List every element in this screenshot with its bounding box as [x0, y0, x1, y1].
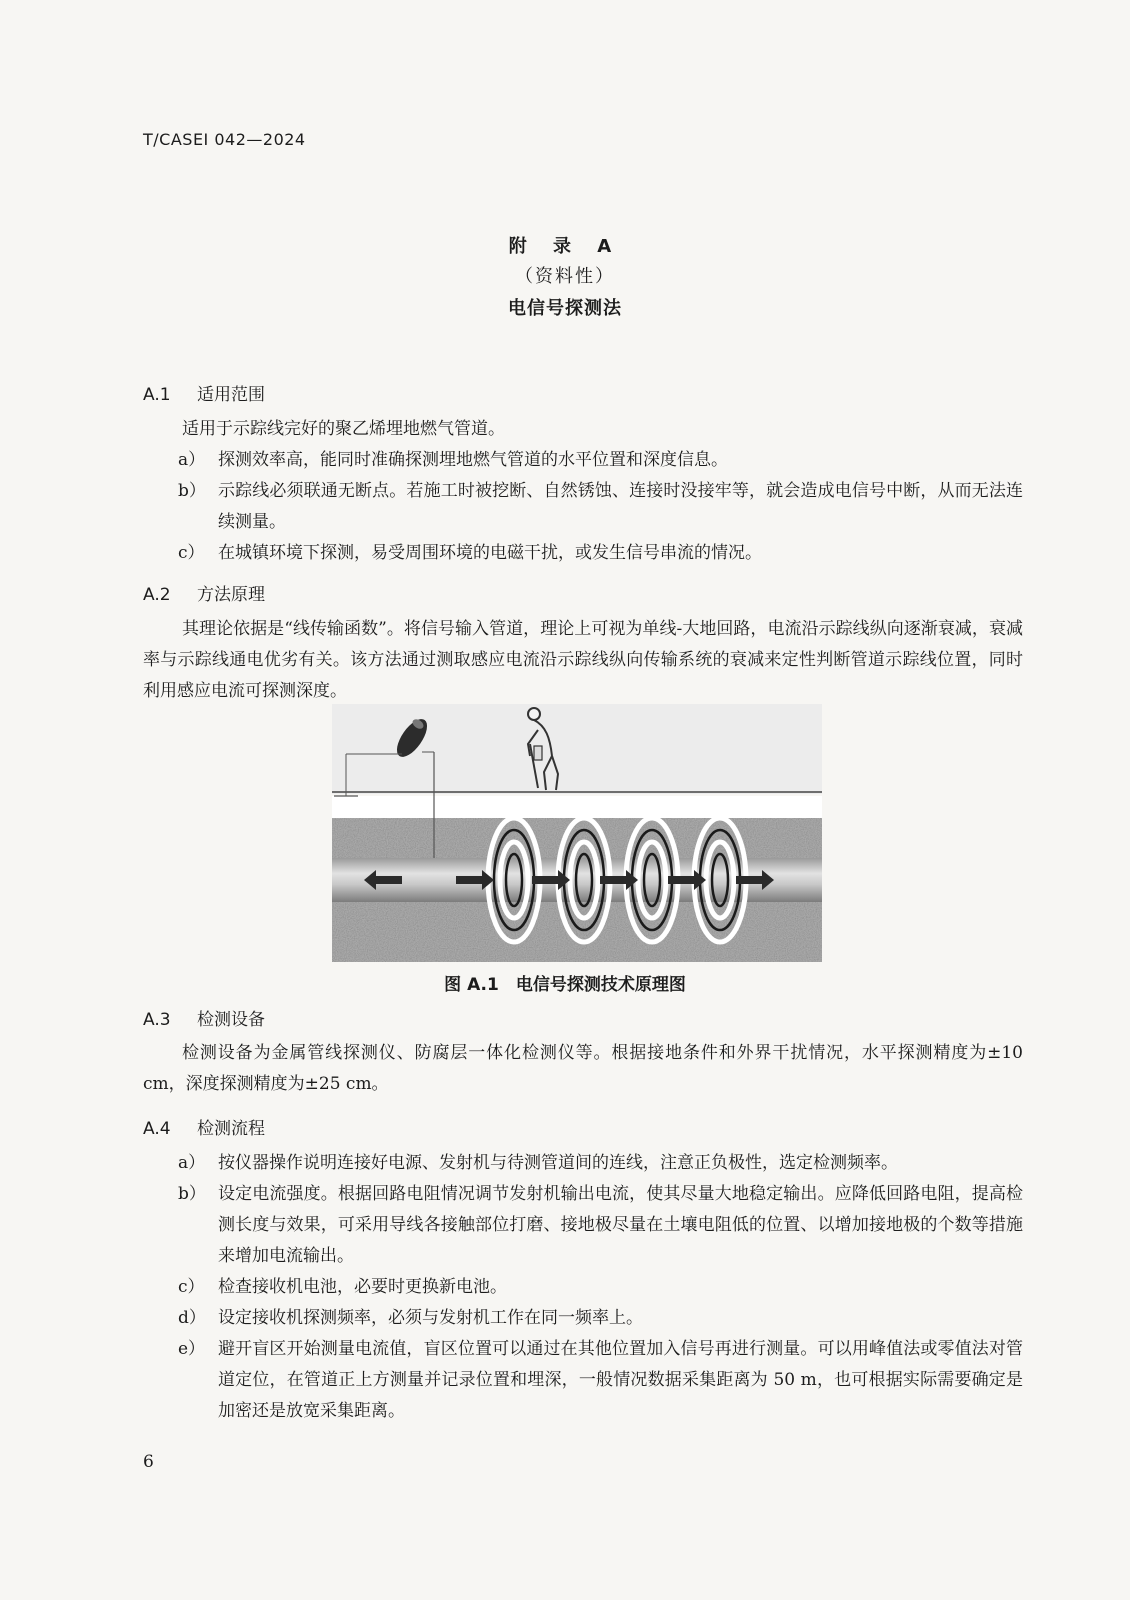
page-number: 6 [143, 1452, 154, 1472]
section-a4-heading [143, 1114, 265, 1139]
list-text: 按仪器操作说明连接好电源、发射机与待测管道间的连线，注意正负极性，选定检测频率。 [218, 1153, 898, 1173]
list-item [178, 1272, 1023, 1303]
list-label: b） [178, 481, 206, 501]
appendix-subject: 电信号探测法 [508, 298, 622, 319]
list-item [178, 445, 1023, 476]
section-a2-heading [143, 580, 265, 605]
list-text: 示踪线必须联通无断点。若施工时被挖断、自然锈蚀、连接时没接牢等，就会造成电信号中断，从而无法连续测量。 [218, 481, 1023, 532]
section-number: A.1 [143, 385, 171, 405]
list-label: e） [178, 1339, 206, 1359]
section-a3-text: 检测设备为金属管线探测仪、防腐层一体化检测仪等。根据接地条件和外界干扰情况，水平探测精度为±10 cm，深度探测精度为±25 cm。 [143, 1043, 1023, 1094]
list-item [178, 476, 1023, 538]
section-a3-heading [143, 1005, 265, 1030]
list-label: b） [178, 1184, 206, 1204]
list-item [178, 1148, 1023, 1179]
list-text: 设定接收机探测频率，必须与发射机工作在同一频率上。 [218, 1308, 643, 1328]
section-number: A.3 [143, 1010, 171, 1030]
list-item [178, 1303, 1023, 1334]
list-label: a） [178, 450, 206, 470]
list-item [178, 1179, 1023, 1272]
section-a1-intro: 适用于示踪线完好的聚乙烯埋地燃气管道。 [182, 419, 505, 439]
section-number: A.4 [143, 1119, 171, 1139]
figure-principle [332, 704, 822, 962]
list-label: a） [178, 1153, 206, 1173]
list-label: c） [178, 543, 205, 563]
list-text: 在城镇环境下探测，易受周围环境的电磁干扰，或发生信号串流的情况。 [218, 543, 762, 563]
document-code: T/CASEI 042—2024 [143, 130, 306, 149]
principle-illustration [332, 704, 822, 962]
list-text: 设定电流强度。根据回路电阻情况调节发射机输出电流，使其尽量大地稳定输出。应降低回路电阻，提高检测长度与效果，可采用导线各接触部位打磨、接地极尽量在土壤电阻低的位置、以增加接地极的个数等措施来增加电流输出。 [218, 1184, 1023, 1266]
section-title: 检测流程 [197, 1119, 265, 1139]
list-label: c） [178, 1277, 205, 1297]
list-text: 检查接收机电池，必要时更换新电池。 [218, 1277, 507, 1297]
list-text: 避开盲区开始测量电流值，盲区位置可以通过在其他位置加入信号再进行测量。可以用峰值法或零值法对管道定位，在管道正上方测量并记录位置和埋深，一般情况数据采集距离为 50 m，也可根据实际需要确定是加密还是放宽采集距离。 [218, 1339, 1023, 1421]
appendix-title: 附 录 A [508, 236, 622, 257]
list-label: d） [178, 1308, 206, 1328]
list-text: 探测效率高，能同时准确探测埋地燃气管道的水平位置和深度信息。 [218, 450, 728, 470]
figure-caption: 图 A.1 电信号探测技术原理图 [444, 975, 686, 995]
list-item [178, 538, 1023, 569]
section-a1-heading [143, 380, 265, 405]
section-title: 适用范围 [197, 385, 265, 405]
appendix-type: （资料性） [515, 266, 615, 287]
section-title: 方法原理 [197, 585, 265, 605]
section-title: 检测设备 [197, 1010, 265, 1030]
section-a2-text: 其理论依据是“线传输函数”。将信号输入管道，理论上可视为单线-大地回路，电流沿示踪线纵向逐渐衰减，衰减率与示踪线通电优劣有关。该方法通过测取感应电流沿示踪线纵向传输系统的衰减来定性判断管道示踪线位置，同时利用感应电流可探测深度。 [143, 619, 1023, 701]
list-item [178, 1334, 1023, 1427]
section-number: A.2 [143, 585, 171, 605]
